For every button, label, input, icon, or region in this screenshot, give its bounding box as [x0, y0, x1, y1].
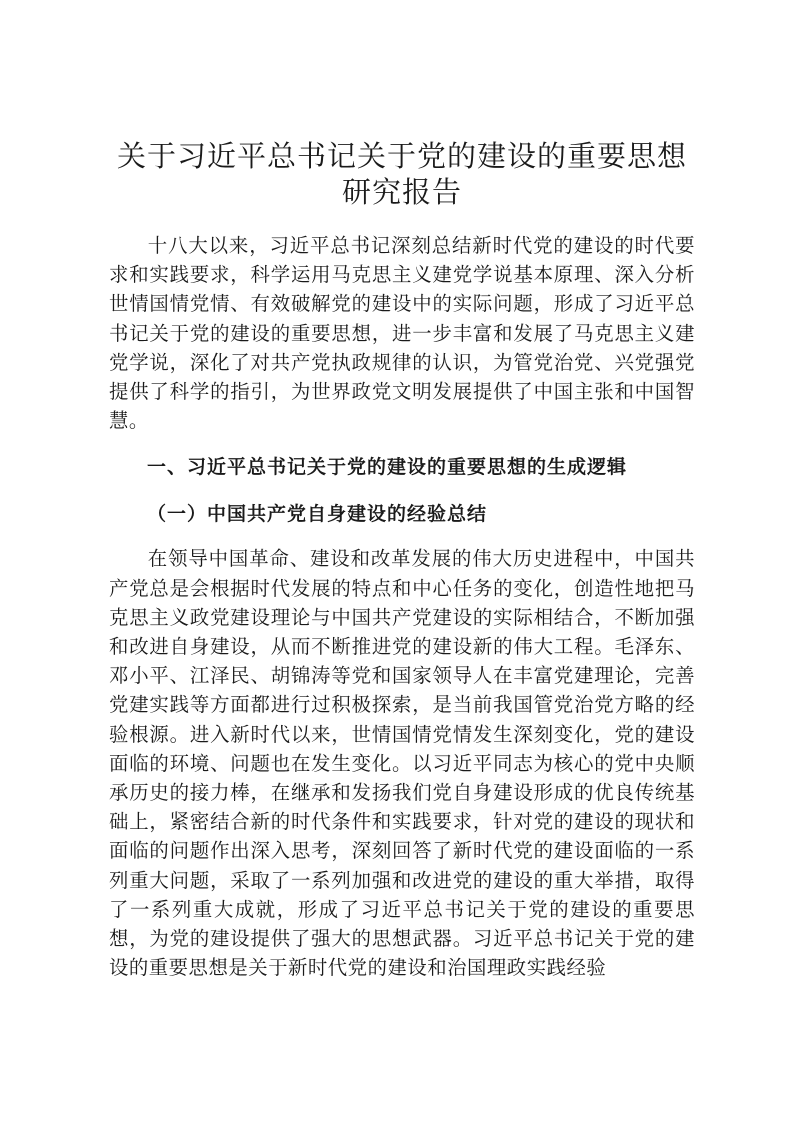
section-heading: 一、习近平总书记关于党的建设的重要思想的生成逻辑	[147, 456, 628, 479]
intro-paragraph: 十八大以来，习近平总书记深刻总结新时代党的建设的时代要求和实践要求，科学运用马克思主义建党学说基本原理、深入分析世情国情党情、有效破解党的建设中的实际问题，形成了习近平总书记关于党的建设的重要思想，进一步丰富和发展了马克思主义建党学说，深化了对共产党执政规律的认识，为管党治党、兴党强党提供了科学的指引，为世界政党文明发展提供了中国主张和中国智慧。	[109, 234, 695, 433]
subsection-heading: （一）中国共产党自身建设的经验总结	[147, 503, 488, 526]
document-page	[109, 138, 695, 982]
document-title: 关于习近平总书记关于党的建设的重要思想研究报告	[116, 139, 687, 209]
body-paragraph: 在领导中国革命、建设和改革发展的伟大历史进程中，中国共产党总是会根据时代发展的特点和中心任务的变化，创造性地把马克思主义政党建设理论与中国共产党建设的实际相结合，不断加强和改进自身建设，从而不断推进党的建设新的伟大工程。毛泽东、邓小平、江泽民、胡锦涛等党和国家领导人在丰富党建理论，完善党建实践等方面都进行过积极探索，是当前我国管党治党方略的经验根源。进入新时代以来，世情国情党情发生深刻变化，党的建设面临的环境、问题也在发生变化。以习近平同志为核心的党中央顺承历史的接力棒，在继承和发扬我们党自身建设形成的优良传统基础上，紧密结合新的时代条件和实践要求，针对党的建设的现状和面临的问题作出深入思考，深刻回答了新时代党的建设面临的一系列重大问题，采取了一系列加强和改进党的建设的重大举措，取得了一系列重大成就，形成了习近平总书记关于党的建设的重要思想，为党的建设提供了强大的思想武器。习近平总书记关于党的建设的重要思想是关于新时代党的建设和治国理政实践经验	[109, 547, 695, 980]
